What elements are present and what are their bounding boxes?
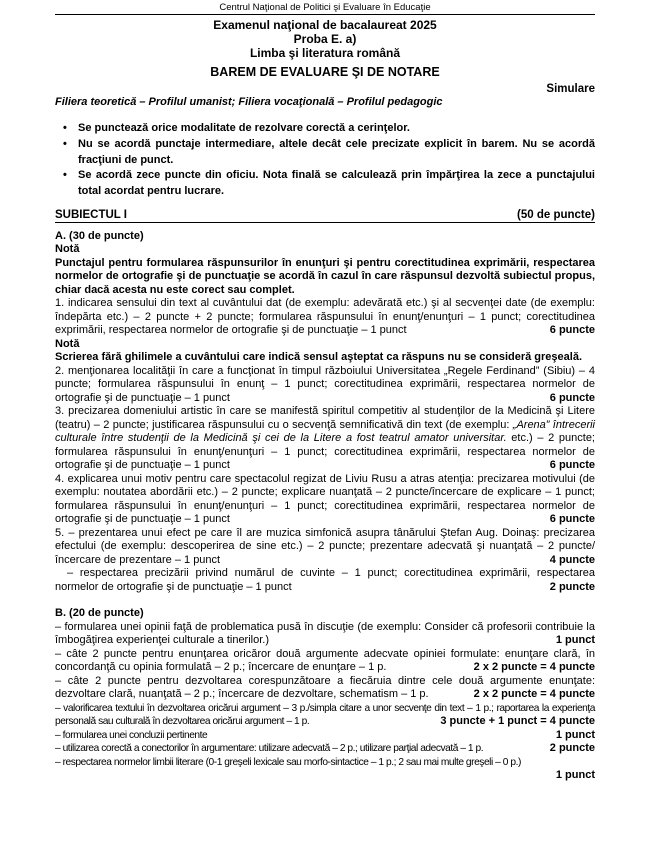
rubric-item-a5 — [55, 527, 595, 568]
sectionB-heading: B. (20 de puncte) — [55, 607, 144, 620]
rubric-item-a3 — [55, 405, 595, 473]
session-label: Simulare — [546, 83, 595, 95]
item-score: 6 puncte — [546, 513, 595, 527]
header-divider — [55, 14, 595, 15]
item-score: 6 puncte — [546, 324, 595, 338]
item-text: – formularea unei opinii faţă de problematica pusă în discuţie (de exemplu: Consider că profesorii contribuie la îmbogăţirea experienţei culturale a tinerilor.) — [55, 620, 595, 647]
item-text: 5. – prezentarea unui efect pe care îl are muzica simfonică asupra tânărului Ştefan Aug. Doinaş: precizarea efectului (de exemplu: descoperirea de sine etc.) – 2 puncte; prezentare adecvată şi nuanţată – 2 puncte/încercare de prezentare – 1 punct — [55, 526, 595, 566]
rubric-item-a5b — [55, 567, 595, 594]
item-text: – respectarea precizării privind numărul de cuvinte – 1 punct; corectitudinea exprimării, respectarea normelor de ortografie şi de punctuaţie – 1 punct — [55, 567, 595, 593]
item-score: 6 puncte — [546, 392, 595, 406]
rubric-item-a1 — [55, 297, 595, 338]
sectionA-nota-label: Notă — [55, 243, 80, 256]
general-note-2 — [55, 137, 595, 169]
rubric-item-b4 — [55, 702, 595, 729]
item-score: 2 puncte — [534, 581, 595, 595]
item-text: – valorificarea textului în dezvoltarea oricărui argument – 3 p./simpla citare a unor secvenţe din text – 1 p.; raportarea la experienţa personală sau culturală în dezvoltarea oricărui argument – 1 p. — [55, 702, 595, 728]
org-name: Centrul Naţional de Politici şi Evaluare în Educaţie — [219, 2, 431, 13]
sectionA-heading: A. (30 de puncte) — [55, 229, 144, 242]
exam-proba: Proba E. a) — [293, 32, 357, 46]
item-text: 1. indicarea sensului din text al cuvântului dat (de exemplu: adevărată etc.) şi al secvenţei date (de exemplu: îndepărta etc.) – 2 puncte + 2 puncte; formularea răspunsului în enunţ/enunţuri – 1 punct; corectitudinea exprimării, respectarea normelor de ortografie şi de punctuaţie – 1 punct — [55, 297, 595, 337]
rubric-item-b2 — [55, 648, 595, 675]
exam-title: Examenul naţional de bacalaureat 2025 — [213, 18, 437, 32]
rubric-item-b7-score: 1 punct — [555, 769, 595, 782]
rubric-body — [55, 230, 595, 783]
item-score: 3 puncte + 1 punct = 4 puncte — [436, 715, 595, 729]
sectionA-nota-text: Punctajul pentru formularea răspunsurilor în enunţuri şi pentru corectitudinea exprimării, respectarea normelor de ortografie şi de punctuaţie se acordă în cazul în care răspunsul dezvoltă subiectul propus, chiar dacă acesta nu este corect sau complet. — [55, 256, 595, 296]
rubric-item-a2 — [55, 365, 595, 406]
barem-title: BAREM DE EVALUARE ŞI DE NOTARE — [210, 65, 440, 79]
general-note-text: Se punctează orice modalitate de rezolvare corectă a cerinţelor. — [78, 122, 410, 134]
item-text: 4. explicarea unui motiv pentru care spectacolul regizat de Liviu Rusu a atras atenţia: precizarea motivului (de exemplu: noutatea abordării etc.) – 2 puncte; explicare nuanţată – 2 puncte/încercare de explicare – 1 punct; formularea răspunsului în enunţ/enunţuri – 1 punct; corectitudinea exprimării, respectarea normelor de ortografie şi de punctuaţie – 1 punct — [55, 472, 595, 526]
subject1-points: (50 de puncte) — [517, 208, 595, 221]
item-score: 4 puncte — [546, 554, 595, 568]
filiera-line: Filiera teoretică – Profilul umanist; Filiera vocaţională – Profilul pedagogic — [55, 96, 443, 108]
item-text: – câte 2 puncte pentru dezvoltarea corespunzătoare a fiecăruia dintre cele două argumente enunţate: dezvoltare clară, nuanţată – 2 p.; încercare de dezvoltare, schematism – 1 p. — [55, 674, 595, 701]
item-text: etc.) – 2 puncte; formularea răspunsului în enunţ/enunţuri – 1 punct; corectitudinea exprimării, respectarea normelor de ortografie şi de punctuaţie – 1 punct — [55, 432, 595, 472]
general-note-text: Nu se acordă punctaje intermediare, altele decât cele precizate explicit în barem. Nu se acordă fracţiuni de punct. — [78, 137, 595, 166]
title-block — [55, 18, 595, 60]
sectionB — [55, 607, 595, 783]
subject1-heading — [55, 209, 595, 223]
item-score: 2 x 2 puncte = 4 puncte — [470, 688, 595, 702]
subject1-title: SUBIECTUL I — [55, 208, 127, 221]
item-score: 2 puncte — [546, 742, 595, 756]
general-note-1 — [55, 121, 595, 137]
item-score: 1 punct — [552, 729, 595, 743]
item-text-quote: „Arena” întrecerii culturale între studenţii de la Medicină şi cei de la Litere a fost teatrul amator universitar. — [55, 418, 595, 445]
item-text: – utilizarea corectă a conectorilor în argumentare: utilizare adecvată – 2 p.; utilizare parţial adecvată – 1 p. — [55, 743, 484, 755]
sectionA-nota2-text: Scrierea fără ghilimele a cuvântului care indică sensul aşteptat ca răspuns nu se consideră greşeală. — [55, 351, 583, 364]
rubric-item-b1 — [55, 621, 595, 648]
rubric-item-b3 — [55, 675, 595, 702]
item-text: – formularea unei concluzii pertinente — [55, 729, 208, 741]
item-score: 6 puncte — [546, 459, 595, 473]
bullet-icon: • — [63, 169, 67, 182]
bullet-icon: • — [63, 122, 67, 134]
exam-subject: Limba şi literatura română — [249, 46, 401, 60]
bullet-icon: • — [63, 137, 67, 150]
rubric-item-b7-text: – respectarea normelor limbii literare (0-1 greşeli lexicale sau morfo-sintactice – 1 p.; 2 sau mai multe greşeli – 0 p.) — [55, 756, 521, 768]
item-text: 3. precizarea domeniului artistic în care se manifestă spiritul competitiv al studenţilor de la Medicină şi Litere (teatru) – 2 puncte; justificarea răspunsului cu o secvenţă semnificativă din text (de exemplu: — [55, 405, 595, 431]
item-text: – câte 2 puncte pentru enunţarea oricăror două argumente adecvate opiniei formulate: enunţare clară, în concordanţă cu opinia formulată – 2 p.; încercare de enunţare – 1 p. — [55, 647, 595, 674]
item-score: 2 x 2 puncte = 4 puncte — [470, 661, 595, 675]
rubric-item-b5 — [55, 729, 595, 743]
item-score: 1 punct — [552, 634, 595, 648]
general-note-3 — [55, 168, 595, 200]
item-text: 2. menţionarea localităţii în care a funcţionat în timpul războiului Universitatea „Regele Ferdinand” (Sibiu) – 4 puncte; formularea răspunsului în enunţ – 1 punct; corectitudinea exprimării, respectarea normelor de ortografie şi de punctuaţie – 1 punct — [55, 364, 595, 404]
general-notes-list — [55, 121, 595, 200]
rubric-item-b6 — [55, 742, 595, 756]
general-note-text: Se acordă zece puncte din oficiu. Nota finală se calculează prin împărţirea la zece a punctajului total acordat pentru lucrare. — [78, 169, 595, 198]
rubric-item-a4 — [55, 473, 595, 527]
sectionA-nota2-label: Notă — [55, 337, 80, 350]
